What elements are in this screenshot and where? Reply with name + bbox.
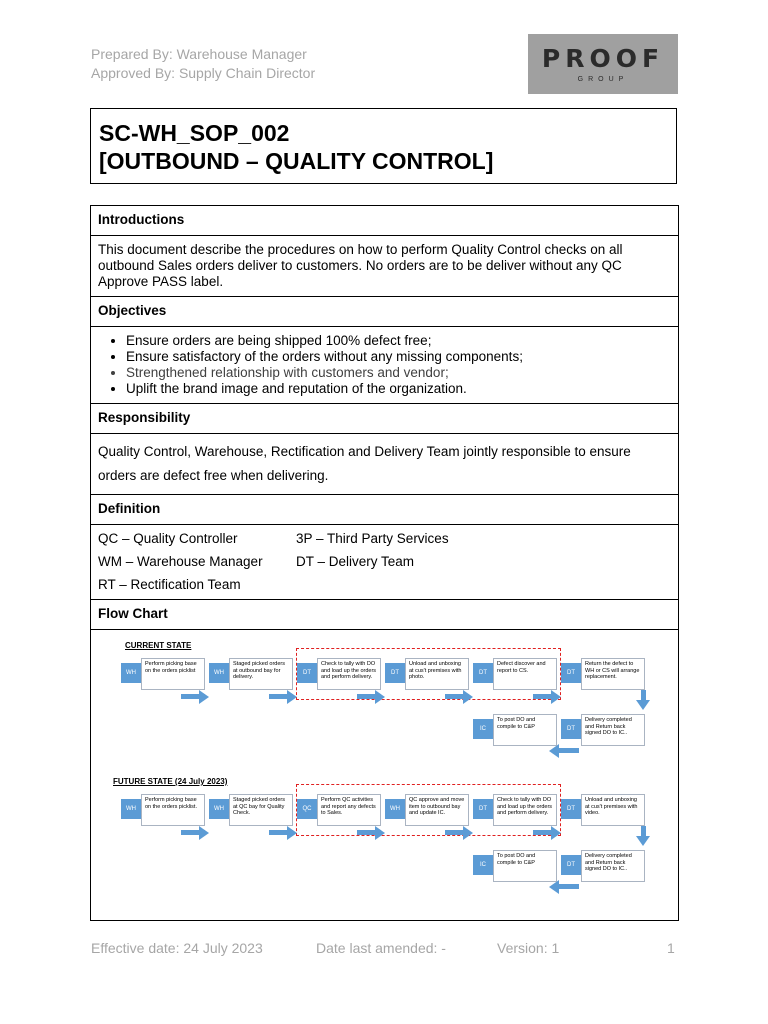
flow-arrow-right (287, 826, 297, 840)
current-step-6 (561, 658, 645, 690)
step-badge: DT (473, 663, 493, 683)
step-badge: DT (561, 719, 581, 739)
step-badge: IC (473, 719, 493, 739)
step-text: Unload and unboxing at cus't premises with photo. (405, 658, 469, 690)
sop-sections-table (90, 205, 679, 921)
step-badge: DT (561, 855, 581, 875)
document-title: [OUTBOUND – QUALITY CONTROL] (99, 148, 494, 174)
step-text: Check to tally with DO and load up the orders and perform delivery. (317, 658, 381, 690)
logo-word: PROOF (541, 43, 665, 73)
step-text: Delivery completed and Return back signed DO to IC.. (581, 850, 645, 882)
flow-arrow-stem (559, 884, 579, 889)
definition-item: 3P – Third Party Services (296, 531, 449, 546)
step-text: Staged picked orders at QC bay for Quality Check. (229, 794, 293, 826)
step-text: Check to tally with DO and load up the orders and perform delivery. (493, 794, 557, 826)
future-step-2 (209, 794, 293, 826)
step-badge: DT (473, 799, 493, 819)
current-state-label: CURRENT STATE (125, 641, 192, 650)
step-text: To post DO and compile to C&P (493, 714, 557, 746)
definition-item: WM – Warehouse Manager (98, 554, 263, 569)
flow-arrow-right (287, 690, 297, 704)
flow-chart (109, 636, 659, 906)
current-step-8 (561, 714, 645, 746)
title-box (90, 108, 677, 184)
current-step-2 (209, 658, 293, 690)
flow-chart-heading: Flow Chart (91, 600, 679, 630)
objective-item: • Ensure satisfactory of the orders without any missing components; (126, 349, 671, 365)
introductions-body: This document describe the procedures on how to perform Quality Control checks on all outbound Sales orders deliver to customers. No orders are to be deliver without any QC Approve PASS label. (91, 236, 679, 297)
objective-item: • Ensure orders are being shipped 100% defect free; (126, 333, 671, 349)
step-badge: DT (561, 663, 581, 683)
step-badge: WH (209, 799, 229, 819)
future-state-label: FUTURE STATE (24 July 2023) (113, 777, 228, 786)
step-text: Defect discover and report to CS. (493, 658, 557, 690)
step-badge: DT (385, 663, 405, 683)
flow-arrow-right (199, 826, 209, 840)
flow-chart-cell (91, 630, 679, 921)
flow-arrow-left (549, 744, 559, 758)
step-text: Perform picking base on the orders picklist (141, 658, 205, 690)
step-text: To post DO and compile to C&P (493, 850, 557, 882)
step-text: Staged picked orders at outbound bay for delivery. (229, 658, 293, 690)
footer-page-number: 1 (667, 940, 675, 956)
step-badge: QC (297, 799, 317, 819)
current-step-1 (121, 658, 205, 690)
step-badge: WH (385, 799, 405, 819)
definition-body (91, 525, 679, 600)
document-code: SC-WH_SOP_002 (99, 120, 290, 146)
definition-grid (98, 531, 671, 593)
flow-arrow-right (375, 826, 385, 840)
future-step-8 (561, 850, 645, 882)
flow-arrow-right (551, 690, 561, 704)
step-badge: DT (297, 663, 317, 683)
logo-sub: GROUP (577, 75, 629, 83)
objectives-body (91, 327, 679, 404)
current-step-4 (385, 658, 469, 690)
objective-item: • Strengthened relationship with customers and vendor; (126, 365, 671, 381)
flow-arrow-stem (641, 690, 646, 700)
step-badge: DT (561, 799, 581, 819)
future-step-3 (297, 794, 381, 826)
definition-item: RT – Rectification Team (98, 577, 241, 592)
flow-arrow-down (636, 700, 650, 710)
flow-arrow-stem (559, 748, 579, 753)
step-text: Perform picking base on the orders picklist. (141, 794, 205, 826)
footer-effective-date: Effective date: 24 July 2023 (91, 940, 263, 956)
step-text: Perform QC activities and report any defects to Sales. (317, 794, 381, 826)
step-badge: WH (209, 663, 229, 683)
future-step-7 (473, 850, 557, 882)
document-meta (91, 45, 315, 83)
flow-arrow-right (199, 690, 209, 704)
objectives-list (98, 333, 671, 397)
approved-by: Approved By: Supply Chain Director (91, 65, 316, 81)
flow-arrow-down (636, 836, 650, 846)
footer-date-amended: Date last amended: - (316, 940, 446, 956)
step-text: Delivery completed and Return back signed DO to IC.. (581, 714, 645, 746)
responsibility-heading: Responsibility (91, 404, 679, 434)
step-badge: WH (121, 663, 141, 683)
future-step-6 (561, 794, 645, 826)
step-text: QC approve and move item to outbound bay and update IC. (405, 794, 469, 826)
definition-heading: Definition (91, 495, 679, 525)
current-step-7 (473, 714, 557, 746)
definition-item: DT – Delivery Team (296, 554, 415, 569)
responsibility-body: Quality Control, Warehouse, Rectification and Delivery Team jointly responsible to ensure orders are defect free when delivering. (91, 434, 679, 495)
step-text: Unload and unboxing at cus't premises with video. (581, 794, 645, 826)
step-badge: WH (121, 799, 141, 819)
proof-group-logo (528, 34, 678, 94)
step-badge: IC (473, 855, 493, 875)
current-step-5 (473, 658, 557, 690)
flow-arrow-right (463, 826, 473, 840)
definition-item: QC – Quality Controller (98, 531, 238, 546)
objective-item: • Uplift the brand image and reputation of the organization. (126, 381, 671, 397)
future-step-4 (385, 794, 469, 826)
future-step-1 (121, 794, 205, 826)
flow-arrow-left (549, 880, 559, 894)
flow-arrow-right (551, 826, 561, 840)
prepared-by: Prepared By: Warehouse Manager (91, 46, 307, 62)
current-step-3 (297, 658, 381, 690)
introductions-heading: Introductions (91, 206, 679, 236)
objectives-heading: Objectives (91, 297, 679, 327)
flow-arrow-stem (641, 826, 646, 836)
footer-version: Version: 1 (497, 940, 560, 956)
step-text: Return the defect to WH or CS will arrange replacement. (581, 658, 645, 690)
future-step-5 (473, 794, 557, 826)
flow-arrow-right (463, 690, 473, 704)
flow-arrow-right (375, 690, 385, 704)
